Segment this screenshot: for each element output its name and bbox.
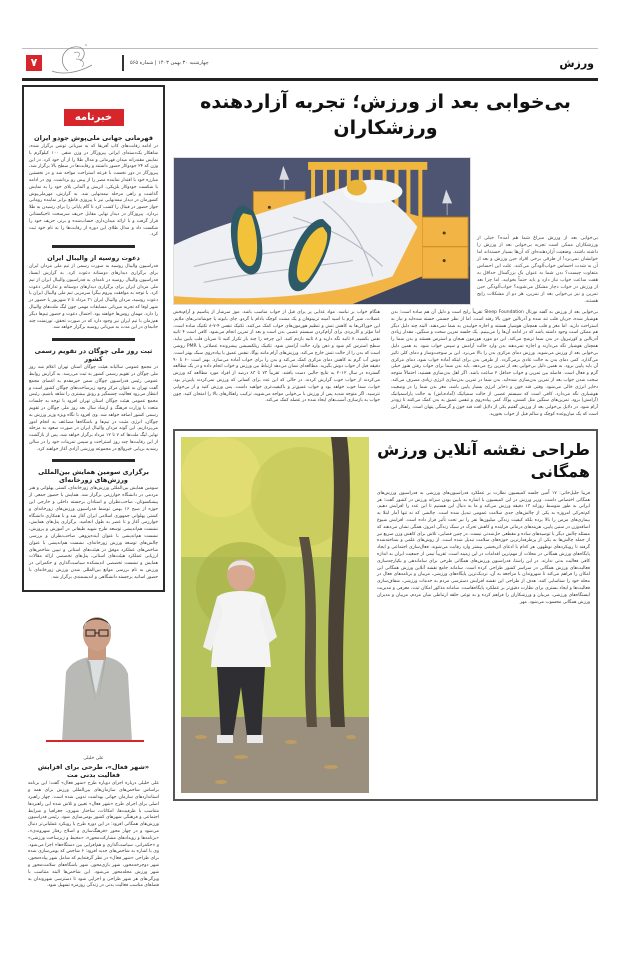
article-text: بی‌خوابی بعد از ورزش به گفته نورنال Sleep Foundation تقریباً رایج است و دلیل آن هم ساده است: بدن هوشیار شده، جریان قلب تند شده و آدرنالین خون بالا رفته است. اما از نظر جسمی خسته شده‌اید و نیاز به استراحت دارید. اما مغز و قلب همچنان هوشیار هستند و اجازه خوابیدن به شما نمی‌دهند. البته چند دلیل دیگر هم ممکن است وجود داشته باشد که در ادامه آن‌ها را می‌بینیم. یک جلسه تمرین سخت و سنگین، مقدار زیادی آدرنالین و کورتیزول در بدن شما ترشح می‌کند. این دو مورد هورمون هیجان و استرس هستند و بدن شما را همچنان هوشیار نگه می‌دارند و اجازه نمی‌دهند بدن وارد حالت آرامش و سپس خواب شود. به همین دلیل بی‌خوابی بعد از ورزش می‌شوید. ورزش دمای مرکزی بدن را بالا می‌برد. این بر سوخت‌وساز و دمای کلی تاثیر می‌گذارد. کمی دمای بدن به حالت عادی برمی‌گردد. از طرفی بدن برای اینکه آماده خواب شود، دمای مرکزی آن باید پایین برود. به همین دلیل بی‌خوابی بعد از تمرین رخ می‌دهد. باید بدن شما برای خواب رفتن هنوز خیلی گرم و فعال است. فاصله بین تمرین و خواب حداقل ۲ ساعت باشد. اگر اهل بدن‌سازی هستید، احتمالاً متوجه سخت شدن خواب بعد از تمرین بدن‌سازی شده‌اید. بدن شما در تمرین بدن‌سازی انرژی زیادی مصرف می‌کند. دخایر انرژی خالی می‌شود. وقتی قند خون و ذخایر انرژی بسیار پایین باشد، مغز بدن شما را در وضعیت هوشیاری نگه می‌دارد. کافی است که سیستم عصبی از حالت سمپاتیک (آماده‌باش) به حالت پاراسمپاتیک (آرامش) برود. تمرین‌های سنگین مثل کشش، یوگا، کمی پیاده‌روی و تنفس عمیق به بدن کمک می‌کنند تا زودتر آرام شود. در دلایل بی‌خوابی بعد از ورزش گفتیم یکی از دلایل افت قند خون و گرسنگی پنهان است. راهکار این است که یک میان‌وعده کوچک و سالم قبل از خواب بخورید. — [391, 310, 598, 417]
page-number-badge: ۷ — [26, 55, 42, 71]
main-headline: بی‌خوابی بعد از ورزش؛ تجربه آزاردهنده ورزشکاران — [200, 91, 571, 139]
main-article-lead — [477, 235, 598, 305]
second-article-body — [377, 491, 590, 607]
column-body: علی خلیلی درباره اجرای دوباره طرح «شهر فعال» گفت: این برنامه براساس شاخص‌های سازمان‌های بین‌المللی ورزش برای همه و استانداردهای سازمان جهانی بهداشت تدوین شده است. چهار راهبرد اصلی برای اجرای طرح «شهر فعال» تعیین و تلاش شده این راهبردها متناسب با ظرفیت‌ها، امکانات، ساختار شهری، جغرافیا و شرایط اجتماعی و فرهنگی شهرهای کشور بومی‌سازی شود. رئیس فدراسیون ورزش‌های همگانی افزود: در این دوره طرح با رویکرد عملیاتی‌تر دنبال می‌شود و در چهار محور «فرهنگ‌سازی و اصلاح رفتار شهروندی»، «برنامه‌ها و رویدادهای مشارکت‌محور»، «محیط و زیرساخت ورزشی» و «حکمرانی، سیاست‌گذاری و هم‌افزایی بین دستگاه‌ها» اجرا می‌شود. وی با اشاره به شاخص‌های جدید افزود: ۶ شاخص که بومی‌سازی شده برای طراحی «شهر فعال» در نظر گرفته‌ایم که شامل شهر پیاده‌محور، شهر دوچرخه‌محور، شهر بازی‌محور، شهر باشگاه‌های سلامت‌محور و شهر ورزش محله‌محور می‌شود. این شاخص‌ها البته متناسب با ویژگی‌های هر شهر طراحی و اجرایی شود تا دسترسی شهروندان به فضاهای مناسب فعالیت بدنی در زندگی روزمره تسهیل شود. — [28, 781, 159, 889]
author-photo — [42, 602, 147, 742]
brief-title: قهرمانی جهانی ملی‌پوش جودو ایران — [34, 134, 153, 142]
second-article-box — [173, 429, 598, 801]
masthead — [22, 49, 598, 78]
second-article-title: طراحی نقشه آنلاین ورزش همگانی — [377, 439, 590, 481]
author-accent-line — [46, 740, 144, 742]
main-article-illustration — [173, 157, 471, 305]
brief-divider — [52, 338, 135, 341]
news-briefs-box — [22, 85, 165, 592]
issue-date: چهارشنبه ۳۰ بهمن ۱۴۰۳ | شماره ۵۶۵ — [130, 60, 209, 66]
brief-title: برگزاری سومین همایش بین‌المللی ورزش‌های زورخانه‌ای — [38, 468, 149, 485]
article-column-right — [391, 310, 598, 419]
article-text: هنگام خواب بر نباشد. مواد غذایی پر برای قبل از خواب مناسب باشد. موز سرشار از پتاسیم و آرام‌بخش عضلات، شیر گرم با اسید آمینه تریپتوفان و یک مشت کوچک بادام یا گردو. چای بابونه یا جوشاندنی‌های ملایم. این خوراکی‌ها به کاهش تنش و تنظیم هورمون‌های خواب کمک می‌کنند. تکنیک تنفس ۴-۷-۸ تکنیک ساده است. اما مؤثر و کاربردی برای آرام‌کردن سیستم عصبی بدن است و بعد از تمرین انجام می‌شود. کافی است ۴ ثانیه نفس بکشید، ۷ ثانیه نگه دارید و ۸ ثانیه بازدم کنید. این چرخه را چند بار تکرار کنید تا ضربان قلب پایین بیاید. سطح استرس کم شود و ذهن وارد حالت آرامش شود. تکنیک ریلکسیشن پیشرونده عضلانی یا PMR روشی است که بدن را از حالت تنش خارج می‌کند. ورزش‌های آرام مانند یوگا، تنفس عمیق یا پیاده‌روی سبک بهتر است. دوش آب گرم به کاهش دمای مرکزی کمک می‌کند و بدن را برای خواب آماده می‌سازد. بهتر است ۶۰ تا ۹۰ دقیقه قبل از خواب دوش بگیرید. مطالعه‌ای نشان می‌دهد ارتباط بین ورزش و خواب انجام داده و در یک مطالعه گسترده در سال ۲۰۱۲ به نتایج جالبی دست یافتند. تقریباً ۷۳ تا ۸۳ درصد از افراد مورد مطالعه که ورزش می‌کردند از خواب خوب گزارش کردند. در حالی که این عدد برای کسانی که ورزش نمی‌کردند پایین‌تر بود. خواب، شما خوب خواهد بود و خواب عمیق‌تر و باکیفیت‌تری خواهید داشت. پس ورزش کنید و از بی‌خوابی نترسید. اگر متوجه شدید پس از ورزش با بی‌خوابی مواجه می‌شوید، ترکیب راهکارهای بالا را امتحان کنید. چون خواب به بازسازی آسیب‌های ایجاد شده در عضله کمک می‌کند. — [173, 310, 381, 404]
second-article-text — [377, 437, 590, 607]
brief-item — [29, 347, 158, 453]
newspaper-logo-icon — [48, 41, 108, 77]
brief-item — [29, 134, 158, 239]
brief-body: در ادامه رقابت‌های کاپ آفریقا که به میزبانی تونس برگزار شده، شاهکار یک‌دسته‌ای ایرانی پیروزگار در وزن منفی ۱۰۰ کیلوگرم با نمایش مقتدرانه میدان قهرمانی و مدال طلا را از آن خود کرد. در این وزن که ۲۴ جودوکار حضور داشتند و رقابت‌ها در سطح بالا برگزار شد، پیروزگار در دور نخست با قرعه استراحت مواجه شد و در نخستین مبارزه خود با اقتدار نماینده مصر را از پیش رو برداشت. وی در ادامه با شکست جودوکار بلژیکی، اتریش و آلمانی بلای خود را به نمایش گذاشت و راهی مرحله نیمه‌نهایی شد. به گزارش، مهرملی‌پوش کشورمان در دیدار نیمه‌نهایی نیز با پیروزی قاطع برابر نماینده رومانی جواز حضور در فینال را کسب کرد تا گام پایانی را برای رسیدن به طلا بردارد. پیروزگار در دیدار نهایی مقابل حریف سرسخت تاجیکستانی قرار گرفت و با ارائه میدان‌داری حساب‌شده و برتر، حریف خود را شکست داد و مدال طلای این دوره از رقابت‌ها را به نام خود ثبت کرد. — [29, 144, 158, 238]
author-photo-wrap — [22, 602, 165, 752]
brief-item — [29, 468, 158, 581]
brief-body: فدراسیون والیبال روسیه به صورت رسمی از تیم ملی مردان ایران برای برگزاری دیدارهای دوستانه دعوت کرد. به گزارش ایسنا، فدراسیون والیبال روسیه در نامه‌ای به فدراسیون والیبال ایران از تیم ملی مردان ایران برای برگزاری دیدارهای دوستانه و تدارکاتی دعوت کرد. با توجه به موافقت پیروم بیگرا سرمربی تیم ملی والیبال ایران با دعوت روسیه، مردان والیبال ایران ۳۱ مرداد تا ۷ شهریور با حضور در شهر اوفا که تجربه میزبانی مسابقات مهمی چون لیگ ملت‌های والیبال را دارد، مهمان روس‌ها خواهند بود. احتمال دعوت و حضور تیم‌ها دیگر هم‌زمان با تیم ایران نیز وجود دارد که در صورت تحقق، تورنمنت چند جانبه‌ای در این مدت به میزبانی روسیه برگزار خواهد شد. — [29, 264, 158, 331]
main-content — [173, 85, 598, 801]
brief-title: دعوت روسیه از والیبال ایران — [47, 254, 140, 263]
article-text: فریبا جلیل‌خانی: ۱۷ اُمین جلسه کمیسیون نظارت بر عملکرد فدراسیون‌های ورزشی به فدراسیون ورزش‌های همگانی اختصاص داشت. وزیر ورزش در این کمیسیون با اشاره به پایین بودن سرانه ورزش در کشور گفت: هر ایرانی به طور متوسط روزانه ۱۳ دقیقه ورزش می‌کند و ما به دنبال این هستیم تا این عدد را افزایش دهیم. کم‌تحرکی امروزه به یکی از چالش‌های جدی سلامت عمومی تبدیل شده است. چالشی که نه تنها آمار ابتلا به بیماری‌های مزمن را بالا برده بلکه کیفیت زندگی میلیون‌ها نفر را نیز تحت تأثیر قرار داده است. افزایش شیوع اضافه‌وزن در سنین پایین، هزینه‌های درمانی فزاینده و کاهش تحرک در سبک زندگی امروز، همگی نشان می‌دهند که مسئله چالش دیگر با توصیه‌های ساده و مقطعی حل‌شدنی نیست. در چنین فضایی، تلاش برای کاهش وزن سریع نیز از جمله چالش‌ها به یکی از پرطرفدارترین حوزه‌های سلامت تبدیل شده است. از روش‌های علمی و شناخته‌شده گرفته تا رویکردهای نوظهور، هر کدام با ادعای اثربخشی بیشتر وارد رقابت می‌شوند. فعال‌سازی اجتماعی و ایجاد پایگاه‌های ورزش همگانی در محلات از مهم‌ترین اقدامات در این زمینه است. تقریباً نیمی از جمعیت ایران به اندازه کافی فعالیت بدنی ندارند. در این راستا، فدراسیون ورزش‌های همگانی طرحی برای ساماندهی و یکپارچه‌سازی فعالیت‌های ورزش همگانی در سراسر کشور طراحی کرده است. سامانه جامع نقشه آنلاین ورزش همگانی این امکان را فراهم می‌کند تا شهروندان با مراجعه به آن، نزدیک‌ترین پایگاه‌های ورزشی، مربیان و برنامه‌های فعال در محله خود را شناسایی کنند. هدف از طراحی این نقشه افزایش دسترسی مردم به خدمات ورزشی، شفاف‌سازی فعالیت‌ها و ایجاد بستری برای نظارت دقیق‌تر بر عملکرد پایگاه‌هاست. سامانه مذکور امکان ثبت، معرفی و مدیریت ایستگاه‌های ورزشی، مربیان و ورزشکاران را فراهم کرده و به نوعی حلقه ارتباطی میان مردم، مربیان و مدیران ورزش همگانی محسوب می‌شود. مهر — [377, 490, 591, 605]
page-layout — [22, 85, 598, 890]
lead-text: بی‌خوابی بعد از ورزش سراغ شما هم آمده؟ خیلی از ورزشکاران ممکن است تجربه بی‌خوابی بعد از ورزش را داشته باشند. وضعیت آزاردهنده‌ای که آن‌ها بسیار خسته‌اند اما خوابشان نمی‌برد! از طرفی برخی افراد حین ورزش و بعد از آن به شدت احساس خواب‌آلودگی می‌کنند. علت این احساس متفاوت چیست؟ بدن شما به عنوان یک بزرگسال حداقل به هفت ساعت خواب نیاز دارد و باید حتماً بخوابید. اما چرا بعد از ورزش در خواب دچار مشکل می‌شوید؟ خواب‌آلودگی حین تمرین و نیز بی‌خوابی بعد از تمرین، هر دو از مشکلات رایج هستند. — [477, 236, 598, 304]
brief-divider — [52, 459, 135, 462]
main-article-body — [173, 310, 598, 419]
brief-body: سومین همایش بین‌المللی ورزش‌های زورخانه‌ای، کشتی پهلوانی و هنر مردمی در دانشگاه خوارزمی برگزار شد. همایش با حضور جمعی از پیشکسوتان، صاحب‌نظران و استادان برجسته داخلی و خارجی این حوزه از صبح ۱۶ بهمن توسط فدراسیون ورزش‌های زورخانه‌ای و کشتی پهلوانی جمهوری اسلامی ایران آغاز شد و با همکاری دانشگاه خوارزمی آغاز و تا عصر به طول انجامید. برگزاری پنل‌های همایش، نشست هم‌اندیشی توسعه طرح شهید طیفانی در آموزش و پرورش، نشست هم‌اندیشی با عنوان آینده‌پژوهی صاحب‌نظران و بررسی چالش‌های توسعه ورزش زورخانه‌ای، نشست هم‌اندیشی با عنوان شاخص‌های عملکرد موفق در هیئت‌های استانی و تبیین شاخص‌های ارزیابی عملکرد هیئت‌های استانی، پنل‌های تخصصی ارائه مقالات همایش و نشست تخصصی اندیشکده سیاست‌گذاری و حکمرانی در ورزش به نام بررسی موانع بین‌المللی شدن ورزش زورخانه‌ای با حضور اساتید برجسته دانشگاهی و اندیشمندی برگزار شد. — [29, 486, 159, 580]
masthead-separator — [122, 55, 124, 71]
news-briefs-label: خبرنامه — [64, 109, 124, 126]
section-name: ورزش — [559, 57, 594, 70]
opinion-column — [22, 752, 165, 891]
brief-divider — [52, 245, 135, 248]
brief-item — [29, 254, 158, 332]
brief-body: در مجمع عمومی سالیانه هیئت چوگان استان تهران اعلام شد روز ملی چوگان در تقویم رسمی کشور به ثبت می‌رسد. به گزارش روابط عمومی رئیس فدراسیون چوگان ضمن خیرمقدم به اعضای مجمع گفت تهران به عنوان مرکز وجود زیرساخت‌های چوگان کشور است و انتظار می‌رود فعالیت چشمگیر و رونق بیشتری را شاهد باشیم. رئیس مجمع عمومی هیئت چوگان استان تهران افزود با توجه به جلسات متعدد با وزارت فرهنگ و ارشاد سال بعد روز ملی چوگان در تقویم رسمی کشور اضافه خواهد شد. وی افزود با نگاه ویژه وزیر ورزش به چوگان، انرژی مثبت در تیم‌ها و باشگاه‌ها مضاعف به انجام امور می‌پردازیم. این گونه مردان والیبال ایران در صورت صعود به مرحله نهایی لیگ ملت‌ها که ۷ تا ۱۲ مرداد برگزار خواهد شد، پس از بازگشت از این رقابت‌ها چند روز استراحت و سپس تمرینات خود را در سالن رشدیه برپایی خیروالع در مجموعه ورزشی آزادی آغاز خواهند کرد. — [29, 365, 158, 452]
brief-title: ثبت روز ملی چوگان در تقویم رسمی کشور — [34, 347, 153, 364]
column-author: علی خلیلی — [83, 755, 104, 761]
second-article-photo — [181, 437, 369, 793]
masthead-rule — [22, 78, 598, 81]
sidebar — [22, 85, 165, 890]
column-title: «شهر فعال»، طرحی برای افزایش فعالیت بدنی مت — [37, 763, 150, 780]
article-column-left — [173, 310, 380, 419]
main-article-hero — [173, 157, 598, 305]
